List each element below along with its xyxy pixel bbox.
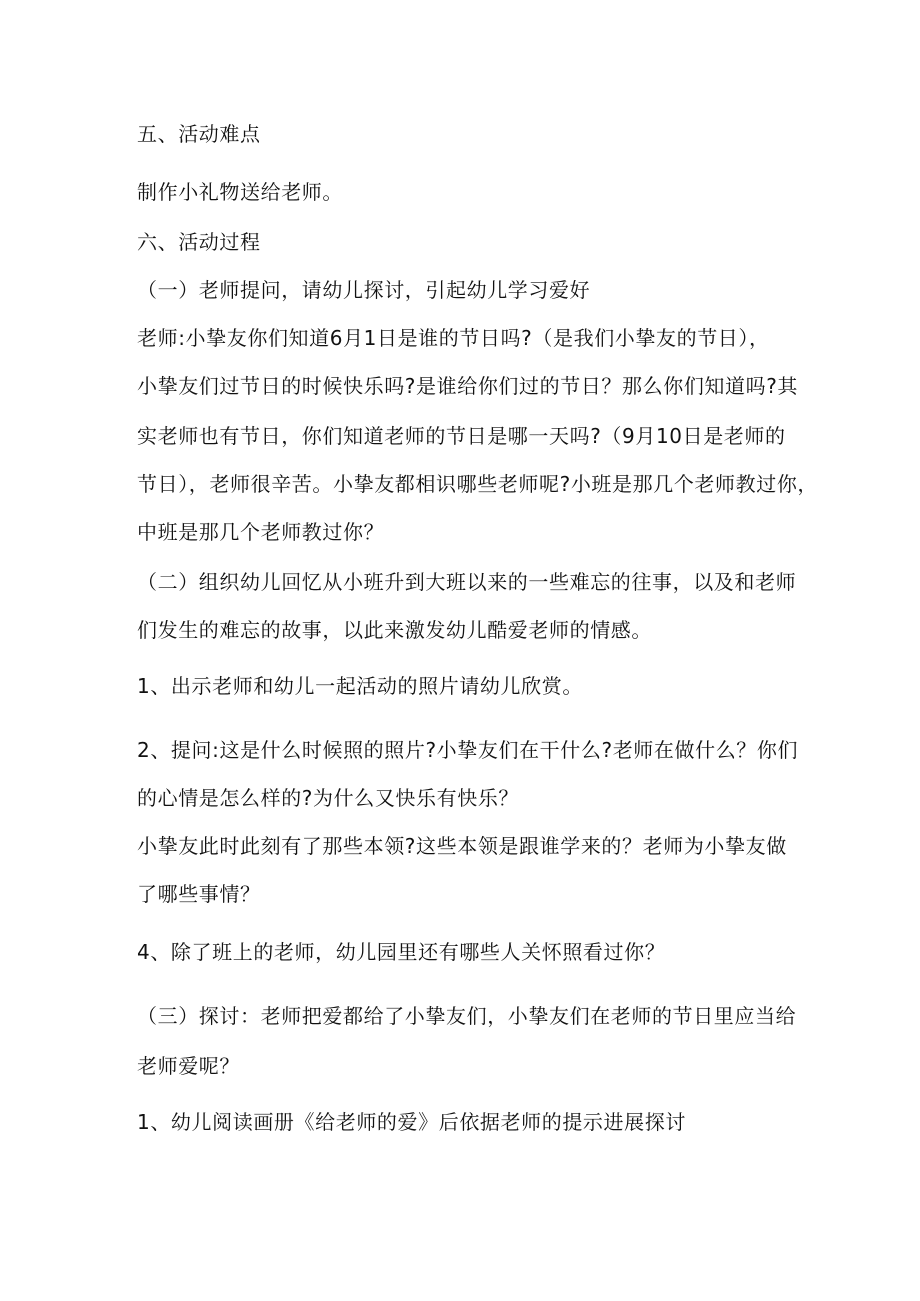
list-item-2: 2、提问:这是什么时候照的照片?小挚友们在干什么?老师在做什么？你们 <box>137 738 799 762</box>
paragraph-difficulty-text: 制作小礼物送给老师。 <box>137 180 343 204</box>
heading-activity-difficulty: 五、活动难点 <box>137 122 261 146</box>
subheading-part-two: （二）组织幼儿回忆从小班升到大班以来的一些难忘的往事，以及和老师 <box>137 570 797 594</box>
paragraph-line: 节日），老师很辛苦。小挚友都相识哪些老师呢?小班是那几个老师教过你， <box>137 472 819 496</box>
paragraph-line: 老师:小挚友你们知道6月1日是谁的节日吗?（是我们小挚友的节日）， <box>137 326 770 350</box>
paragraph-line: 们发生的难忘的故事，以此来激发幼儿酷爱老师的情感。 <box>137 618 652 642</box>
paragraph-line: 中班是那几个老师教过你？ <box>137 520 385 544</box>
paragraph-line: 小挚友此时此刻有了那些本领?这些本领是跟谁学来的？老师为小挚友做 <box>137 834 787 858</box>
paragraph-line: 了哪些事情？ <box>137 882 261 906</box>
list-item-4: 4、除了班上的老师，幼儿园里还有哪些人关怀照看过你？ <box>137 940 666 964</box>
paragraph-line: 实老师也有节日，你们知道老师的节日是哪一天吗?（9月10日是老师的 <box>137 424 786 448</box>
paragraph-line: 小挚友们过节日的时候快乐吗?是谁给你们过的节日？那么你们知道吗?其 <box>137 374 799 398</box>
subheading-part-one: （一）老师提问，请幼儿探讨，引起幼儿学习爱好 <box>137 278 591 302</box>
heading-activity-process: 六、活动过程 <box>137 230 261 254</box>
paragraph-line: 的心情是怎么样的?为什么又快乐有快乐？ <box>137 786 520 810</box>
list-item-1-part-three: 1、幼儿阅读画册《给老师的爱》后依据老师的提示进展探讨 <box>137 1110 686 1134</box>
list-item-1: 1、出示老师和幼儿一起活动的照片请幼儿欣赏。 <box>137 674 583 698</box>
paragraph-line: 老师爱呢？ <box>137 1054 240 1078</box>
subheading-part-three: （三）探讨：老师把爱都给了小挚友们，小挚友们在老师的节日里应当给 <box>137 1004 797 1028</box>
